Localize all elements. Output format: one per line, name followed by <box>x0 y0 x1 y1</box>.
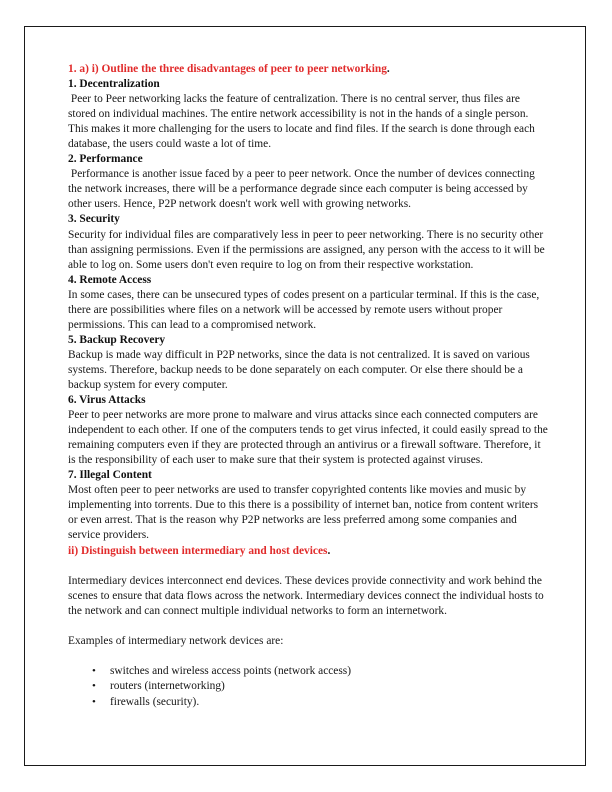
section-heading-virus-attacks: 6. Virus Attacks <box>68 394 146 407</box>
section-body-decentralization: Peer to Peer networking lacks the feature of centralization. There is no central server, thus files are stored on individual machines. The entire network accessibility is not in the hands of a single person. This makes it more challenging for the users to locate and find files. If the search is done through each database, the users could waste a lot of time. <box>68 93 535 151</box>
question-1-prompt-text: 1. a) i) Outline the three disadvantages of peer to peer networking <box>68 63 387 75</box>
section-heading-remote-access: 4. Remote Access <box>68 273 152 286</box>
section-body-virus-attacks: Peer to peer networks are more prone to malware and virus attacks since each connected computers are independent to each other. If one of the computers tends to get virus infected, it could easily spread to the remaining computers even if they are protected through an antivirus or a firewall software. Therefore, it is the responsibility of each user to make sure that their system is protected against viruses. <box>68 409 548 467</box>
question-1-prompt-period: . <box>386 63 390 75</box>
list-item-label: firewalls (security). <box>110 696 200 709</box>
question-1-prompt <box>68 62 550 77</box>
bullet-icon: • <box>92 664 96 677</box>
document-content <box>68 62 550 711</box>
question-2-prompt <box>68 544 550 559</box>
section-body-illegal-content: Most often peer to peer networks are used to transfer copyrighted contents like movies and music by implementing into torrents. Due to this there is a possibility of internet ban, notice from content writers or even arrest. That is the reason why P2P networks are less preferred among some companies and service providers. <box>68 484 539 542</box>
spacer-after-question-2 <box>68 559 550 574</box>
section-heading-decentralization: 1. Decentralization <box>68 78 160 91</box>
list-item <box>68 695 550 711</box>
question-2-prompt-period: . <box>327 544 331 557</box>
section-body-security: Security for individual files are comparatively less in peer to peer networking. There is no security other than assigning permissions. Even if the permissions are assigned, any person with the access to it will be able to log on. Some users don't even require to log on from their respective workstation. <box>68 228 545 271</box>
list-item <box>68 679 550 695</box>
section-heading-performance: 2. Performance <box>68 153 143 166</box>
section-body-performance: Performance is another issue faced by a peer to peer network. Once the number of devices connecting the network increases, there will be a performance degrade since each computer is being accessed by other users. Hence, P2P network doesn't work well with growing networks. <box>68 168 535 211</box>
bullet-icon: • <box>92 696 96 709</box>
list-item-label: switches and wireless access points (network access) <box>110 664 352 677</box>
question-2-prompt-text: ii) Distinguish between intermediary and host devices <box>68 544 328 557</box>
list-item-label: routers (internetworking) <box>110 680 225 693</box>
section-heading-illegal-content: 7. Illegal Content <box>68 469 152 482</box>
bullet-icon: • <box>92 680 96 693</box>
section-heading-backup-recovery: 5. Backup Recovery <box>68 333 166 346</box>
intermediary-device-examples-list <box>68 664 550 711</box>
spacer-before-bullets <box>68 649 550 664</box>
examples-lead-text: Examples of intermediary network devices are: <box>68 634 284 647</box>
list-item <box>68 664 550 680</box>
intermediary-devices-body: Intermediary devices interconnect end devices. These devices provide connectivity and work behind the scenes to ensure that data flows across the network. Intermediary devices connect the individual hosts to the network and can connect multiple individual networks to form an internetwork. <box>68 574 544 617</box>
spacer-before-examples <box>68 619 550 634</box>
section-body-backup-recovery: Backup is made way difficult in P2P networks, since the data is not centralized. It is saved on various systems. Therefore, backup needs to be done separately on each computer. Or else there should be a backup system for every computer. <box>68 348 530 391</box>
section-heading-security: 3. Security <box>68 213 120 226</box>
section-body-remote-access: In some cases, there can be unsecured types of codes present on a particular terminal. If this is the case, there are possibilities where files on a network will be accessed by remote users without proper permissions. This can lead to a compromised network. <box>68 288 540 331</box>
